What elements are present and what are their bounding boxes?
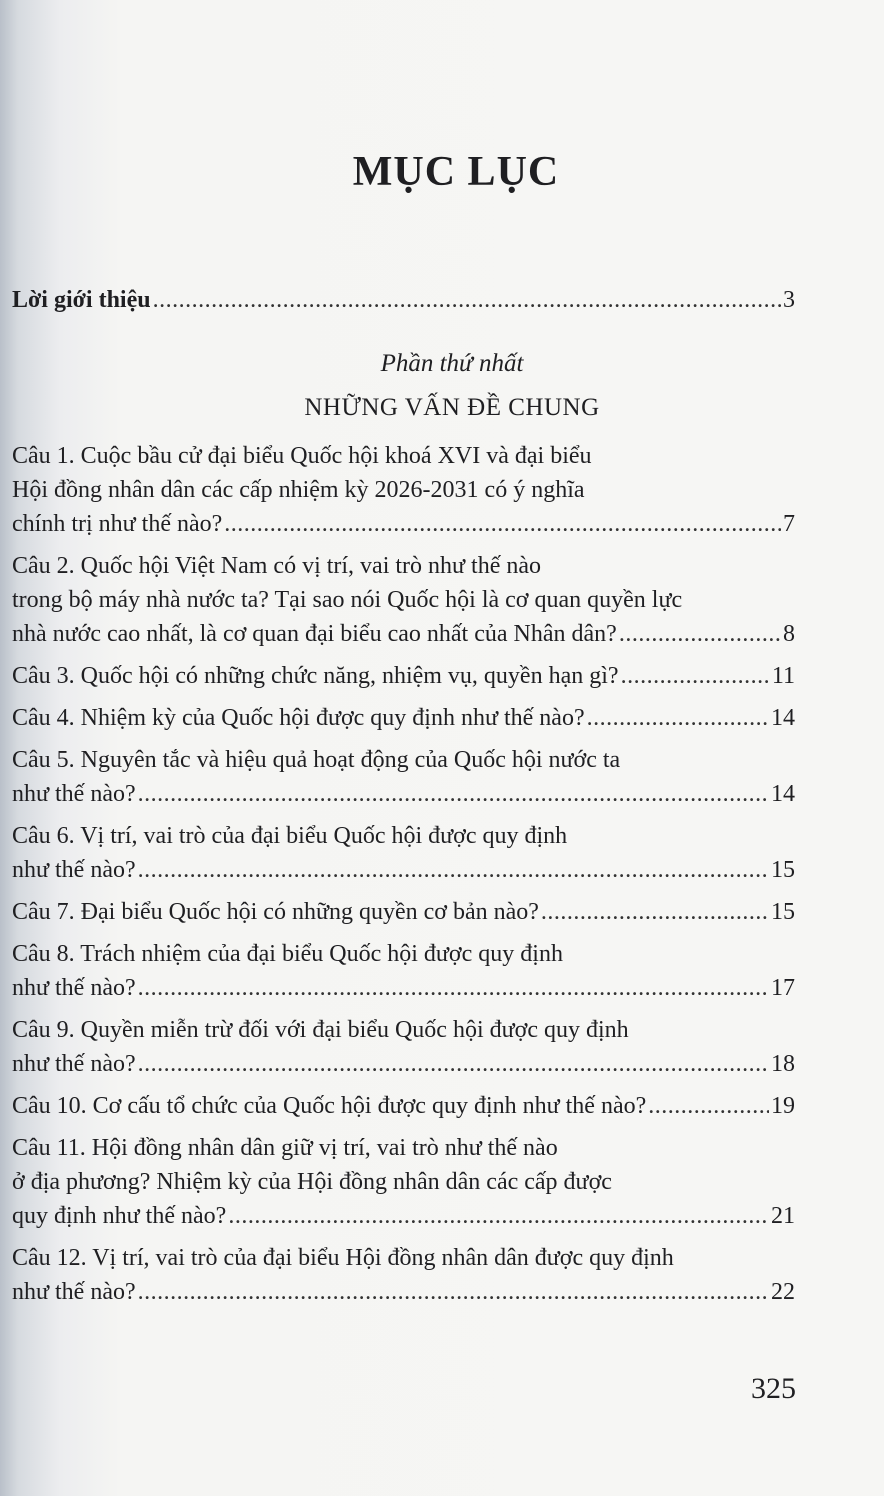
toc-entry <box>12 1048 795 1080</box>
toc-entry-label: Câu 4. Nhiệm kỳ của Quốc hội được quy định như thế nào? <box>12 705 585 731</box>
toc-entry-label: nhà nước cao nhất, là cơ quan đại biểu cao nhất của Nhân dân? <box>12 621 617 647</box>
toc-entry <box>12 1276 795 1308</box>
dot-leader <box>138 972 769 1004</box>
dot-leader <box>621 660 770 692</box>
toc-entry <box>12 1200 795 1232</box>
toc-page-number: 15 <box>771 857 795 883</box>
toc-entry-label: như thế nào? <box>12 975 136 1001</box>
toc-entry-line: Câu 6. Vị trí, vai trò của đại biểu Quốc hội được quy định <box>12 823 568 849</box>
toc-entry-line: ở địa phương? Nhiệm kỳ của Hội đồng nhân dân các cấp được <box>12 1169 612 1195</box>
toc-entry-line: Câu 12. Vị trí, vai trò của đại biểu Hội đồng nhân dân được quy định <box>12 1245 674 1271</box>
dot-leader <box>619 618 781 650</box>
toc-entry-label: chính trị như thế nào? <box>12 511 223 537</box>
dot-leader <box>587 702 769 734</box>
dot-leader <box>153 284 781 316</box>
toc-entry-label: Câu 3. Quốc hội có những chức năng, nhiệm vụ, quyền hạn gì? <box>12 663 619 689</box>
toc-page-number: 14 <box>771 705 795 731</box>
toc-entry-intro <box>12 284 795 316</box>
toc-page-number: 14 <box>771 781 795 807</box>
toc-entry-line: Câu 8. Trách nhiệm của đại biểu Quốc hội được quy định <box>12 941 563 967</box>
dot-leader <box>228 1200 769 1232</box>
dot-leader <box>648 1090 769 1122</box>
toc-entry <box>12 896 795 928</box>
part-title: NHỮNG VẤN ĐỀ CHUNG <box>304 394 600 421</box>
toc-entry <box>12 778 795 810</box>
toc-entry-line: Câu 9. Quyền miễn trừ đối với đại biểu Quốc hội được quy định <box>12 1017 629 1043</box>
toc-page-number: 7 <box>783 511 795 537</box>
toc-entry <box>12 972 795 1004</box>
toc-page-number: 17 <box>771 975 795 1001</box>
toc-entry <box>12 660 795 692</box>
dot-leader <box>224 508 781 540</box>
toc-entry-line: Hội đồng nhân dân các cấp nhiệm kỳ 2026-2031 có ý nghĩa <box>12 477 585 503</box>
page-number: 325 <box>751 1372 796 1405</box>
toc-entry-label: như thế nào? <box>12 857 136 883</box>
toc-entry <box>12 618 795 650</box>
toc-entry-line: Câu 2. Quốc hội Việt Nam có vị trí, vai trò như thế nào <box>12 553 542 579</box>
toc-page-number: 18 <box>771 1051 795 1077</box>
toc-page-number: 11 <box>771 663 795 689</box>
dot-leader <box>138 854 769 886</box>
toc-page-number: 19 <box>771 1093 795 1119</box>
part-label: Phần thứ nhất <box>380 350 524 377</box>
toc-entry-line: Câu 1. Cuộc bầu cử đại biểu Quốc hội khoá XVI và đại biểu <box>12 443 592 469</box>
toc-entry-label: Lời giới thiệu <box>12 287 151 313</box>
dot-leader <box>138 778 769 810</box>
toc-entry-line: Câu 11. Hội đồng nhân dân giữ vị trí, vai trò như thế nào <box>12 1135 558 1161</box>
toc-entry-label: như thế nào? <box>12 781 136 807</box>
toc-entry <box>12 508 795 540</box>
toc-page-number: 15 <box>771 899 795 925</box>
toc-entry-label: quy định như thế nào? <box>12 1203 227 1229</box>
page-title: MỤC LỤC <box>352 149 560 195</box>
dot-leader <box>541 896 769 928</box>
toc-page-number: 21 <box>771 1203 795 1229</box>
toc-entry-label: Câu 10. Cơ cấu tổ chức của Quốc hội được quy định như thế nào? <box>12 1093 647 1119</box>
toc-entry <box>12 1090 795 1122</box>
toc-page-number: 8 <box>783 621 795 647</box>
toc-page-number: 3 <box>783 287 795 313</box>
toc-entry <box>12 702 795 734</box>
toc-page-number: 22 <box>771 1279 795 1305</box>
toc-entry-line: Câu 5. Nguyên tắc và hiệu quả hoạt động của Quốc hội nước ta <box>12 747 621 773</box>
dot-leader <box>138 1276 769 1308</box>
dot-leader <box>138 1048 769 1080</box>
toc-entry-label: như thế nào? <box>12 1051 136 1077</box>
toc-entry-line: trong bộ máy nhà nước ta? Tại sao nói Quốc hội là cơ quan quyền lực <box>12 587 683 613</box>
toc-entry-label: Câu 7. Đại biểu Quốc hội có những quyền cơ bản nào? <box>12 899 539 925</box>
toc-entry-label: như thế nào? <box>12 1279 136 1305</box>
toc-entry <box>12 854 795 886</box>
